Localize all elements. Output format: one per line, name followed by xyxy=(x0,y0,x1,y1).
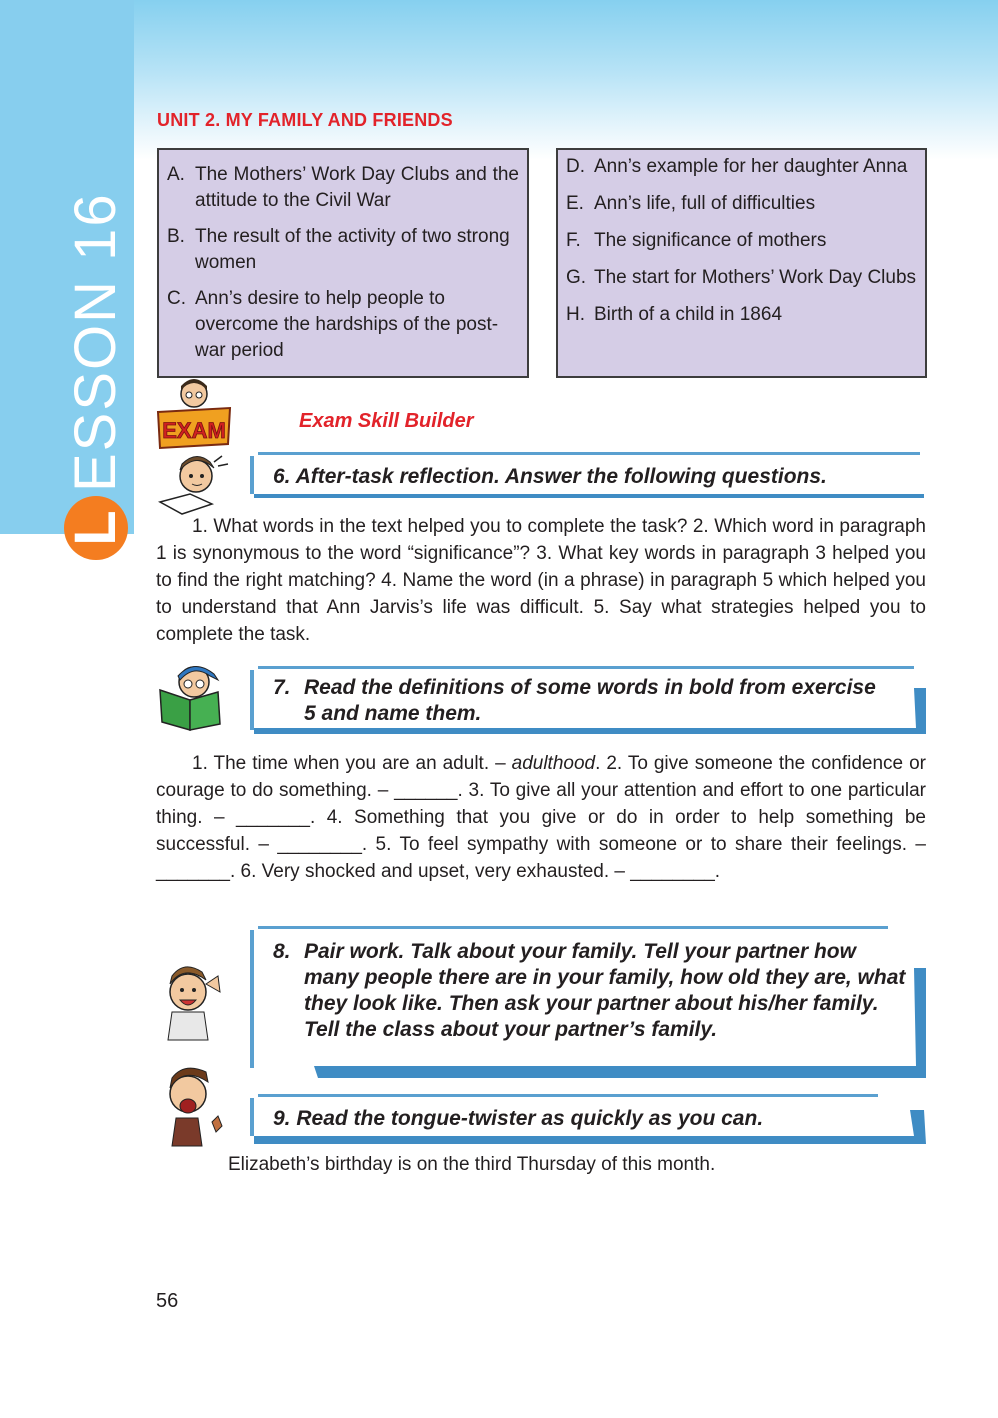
option-text: Ann’s desire to help people to overcome the hardships of the post-war period xyxy=(195,288,499,361)
option-b xyxy=(167,224,519,276)
option-letter: A. xyxy=(167,164,185,185)
shouting-man-icon xyxy=(156,1066,228,1148)
task9-heading xyxy=(273,1106,763,1132)
option-text: The result of the activity of two strong women xyxy=(195,226,510,273)
option-text: Birth of a child in 1864 xyxy=(594,304,783,325)
option-letter: D. xyxy=(566,156,585,177)
exam-badge-icon xyxy=(156,378,232,450)
reading-boy-icon xyxy=(154,660,226,732)
option-c xyxy=(167,286,519,364)
option-f xyxy=(566,228,917,254)
task6-body xyxy=(156,513,926,648)
option-e xyxy=(566,191,917,217)
task7-bar-top xyxy=(258,666,914,669)
options-box-left xyxy=(157,148,529,378)
option-text: The start for Mothers’ Work Day Clubs xyxy=(594,267,917,288)
thinking-boy-icon xyxy=(156,452,230,516)
svg-text:EXAM: EXAM xyxy=(162,418,226,443)
task6-body-text: 1. What words in the text helped you to complete the task? 2. Which word in paragraph 1 is synonymous to the word “significance”? 3. What key words in paragraph 3 helped you to find the right matching? 4. Name the word (in a phrase) in paragraph 5 which helped you to understand that Ann Jarvis’s life was difficult. 5. Say what strategies helped you to complete the task. xyxy=(156,516,926,645)
lesson-letter-circle: L xyxy=(64,496,128,560)
task8-heading xyxy=(273,939,913,1043)
lesson-number-text: ESSON 16 xyxy=(63,192,128,492)
task7-answer-example: adulthood xyxy=(511,753,596,774)
option-g xyxy=(566,265,917,291)
lesson-label xyxy=(64,192,128,560)
option-text: The Mothers’ Work Day Clubs and the attitude to the Civil War xyxy=(195,164,519,211)
unit-title: UNIT 2. MY FAMILY AND FRIENDS xyxy=(157,110,453,130)
task7-body xyxy=(156,750,926,885)
task6-bar-left xyxy=(250,456,254,494)
task9-bar-top xyxy=(258,1094,878,1097)
task7-body-rest: . 2. To give someone the confidence or courage to do something. – ______. 3. To give all your attention and effort to one particular thing. – _______. 4. Something that you give or do in order to help something be successful. – ________. 5. To feel sympathy with someone or to share their feelings. – _______. 6. Very shocked and upset, very exhausted. – ________. xyxy=(156,753,926,882)
option-letter: E. xyxy=(566,193,584,214)
options-box-right xyxy=(556,148,927,378)
page-number: 56 xyxy=(156,1290,179,1312)
task6-heading xyxy=(273,464,827,490)
option-text: Ann’s example for her daughter Anna xyxy=(594,156,908,177)
option-letter: C. xyxy=(167,288,186,309)
exam-skill-builder-title: Exam Skill Builder xyxy=(299,410,474,432)
task9-title: Read the tongue-twister as quickly as you can. xyxy=(296,1107,764,1130)
task9-number: 9. xyxy=(273,1107,291,1130)
task6-title: After-task reflection. Answer the following questions. xyxy=(295,465,827,488)
task6-bar-bottom xyxy=(254,494,924,498)
option-letter: F. xyxy=(566,230,581,251)
option-text: The significance of mothers xyxy=(594,230,827,251)
tongue-twister-text: Elizabeth’s birthday is on the third Thursday of this month. xyxy=(228,1154,716,1175)
talking-boy-icon xyxy=(154,962,226,1042)
task6-bar-top xyxy=(258,452,920,455)
option-text: Ann’s life, full of difficulties xyxy=(594,193,816,214)
option-letter: G. xyxy=(566,267,587,288)
option-letter: H. xyxy=(566,304,585,325)
task7-number: 7. xyxy=(273,676,291,699)
task7-title: Read the definitions of some words in bold from exercise 5 and name them. xyxy=(304,676,876,725)
task8-title: Pair work. Talk about your family. Tell your partner how many people there are in your family, how old they are, what they look like. Then ask your partner about his/her family. Tell the class about your partner’s family. xyxy=(304,940,906,1041)
top-header-band xyxy=(0,0,998,160)
option-letter: B. xyxy=(167,226,185,247)
option-d xyxy=(566,154,917,180)
option-h xyxy=(566,302,917,328)
task8-bar-top xyxy=(258,926,888,929)
task7-body-start: 1. The time when you are an adult. – xyxy=(192,753,506,774)
task7-heading xyxy=(273,675,893,727)
option-a xyxy=(167,162,519,214)
task8-number: 8. xyxy=(273,940,291,963)
task6-number: 6. xyxy=(273,465,291,488)
